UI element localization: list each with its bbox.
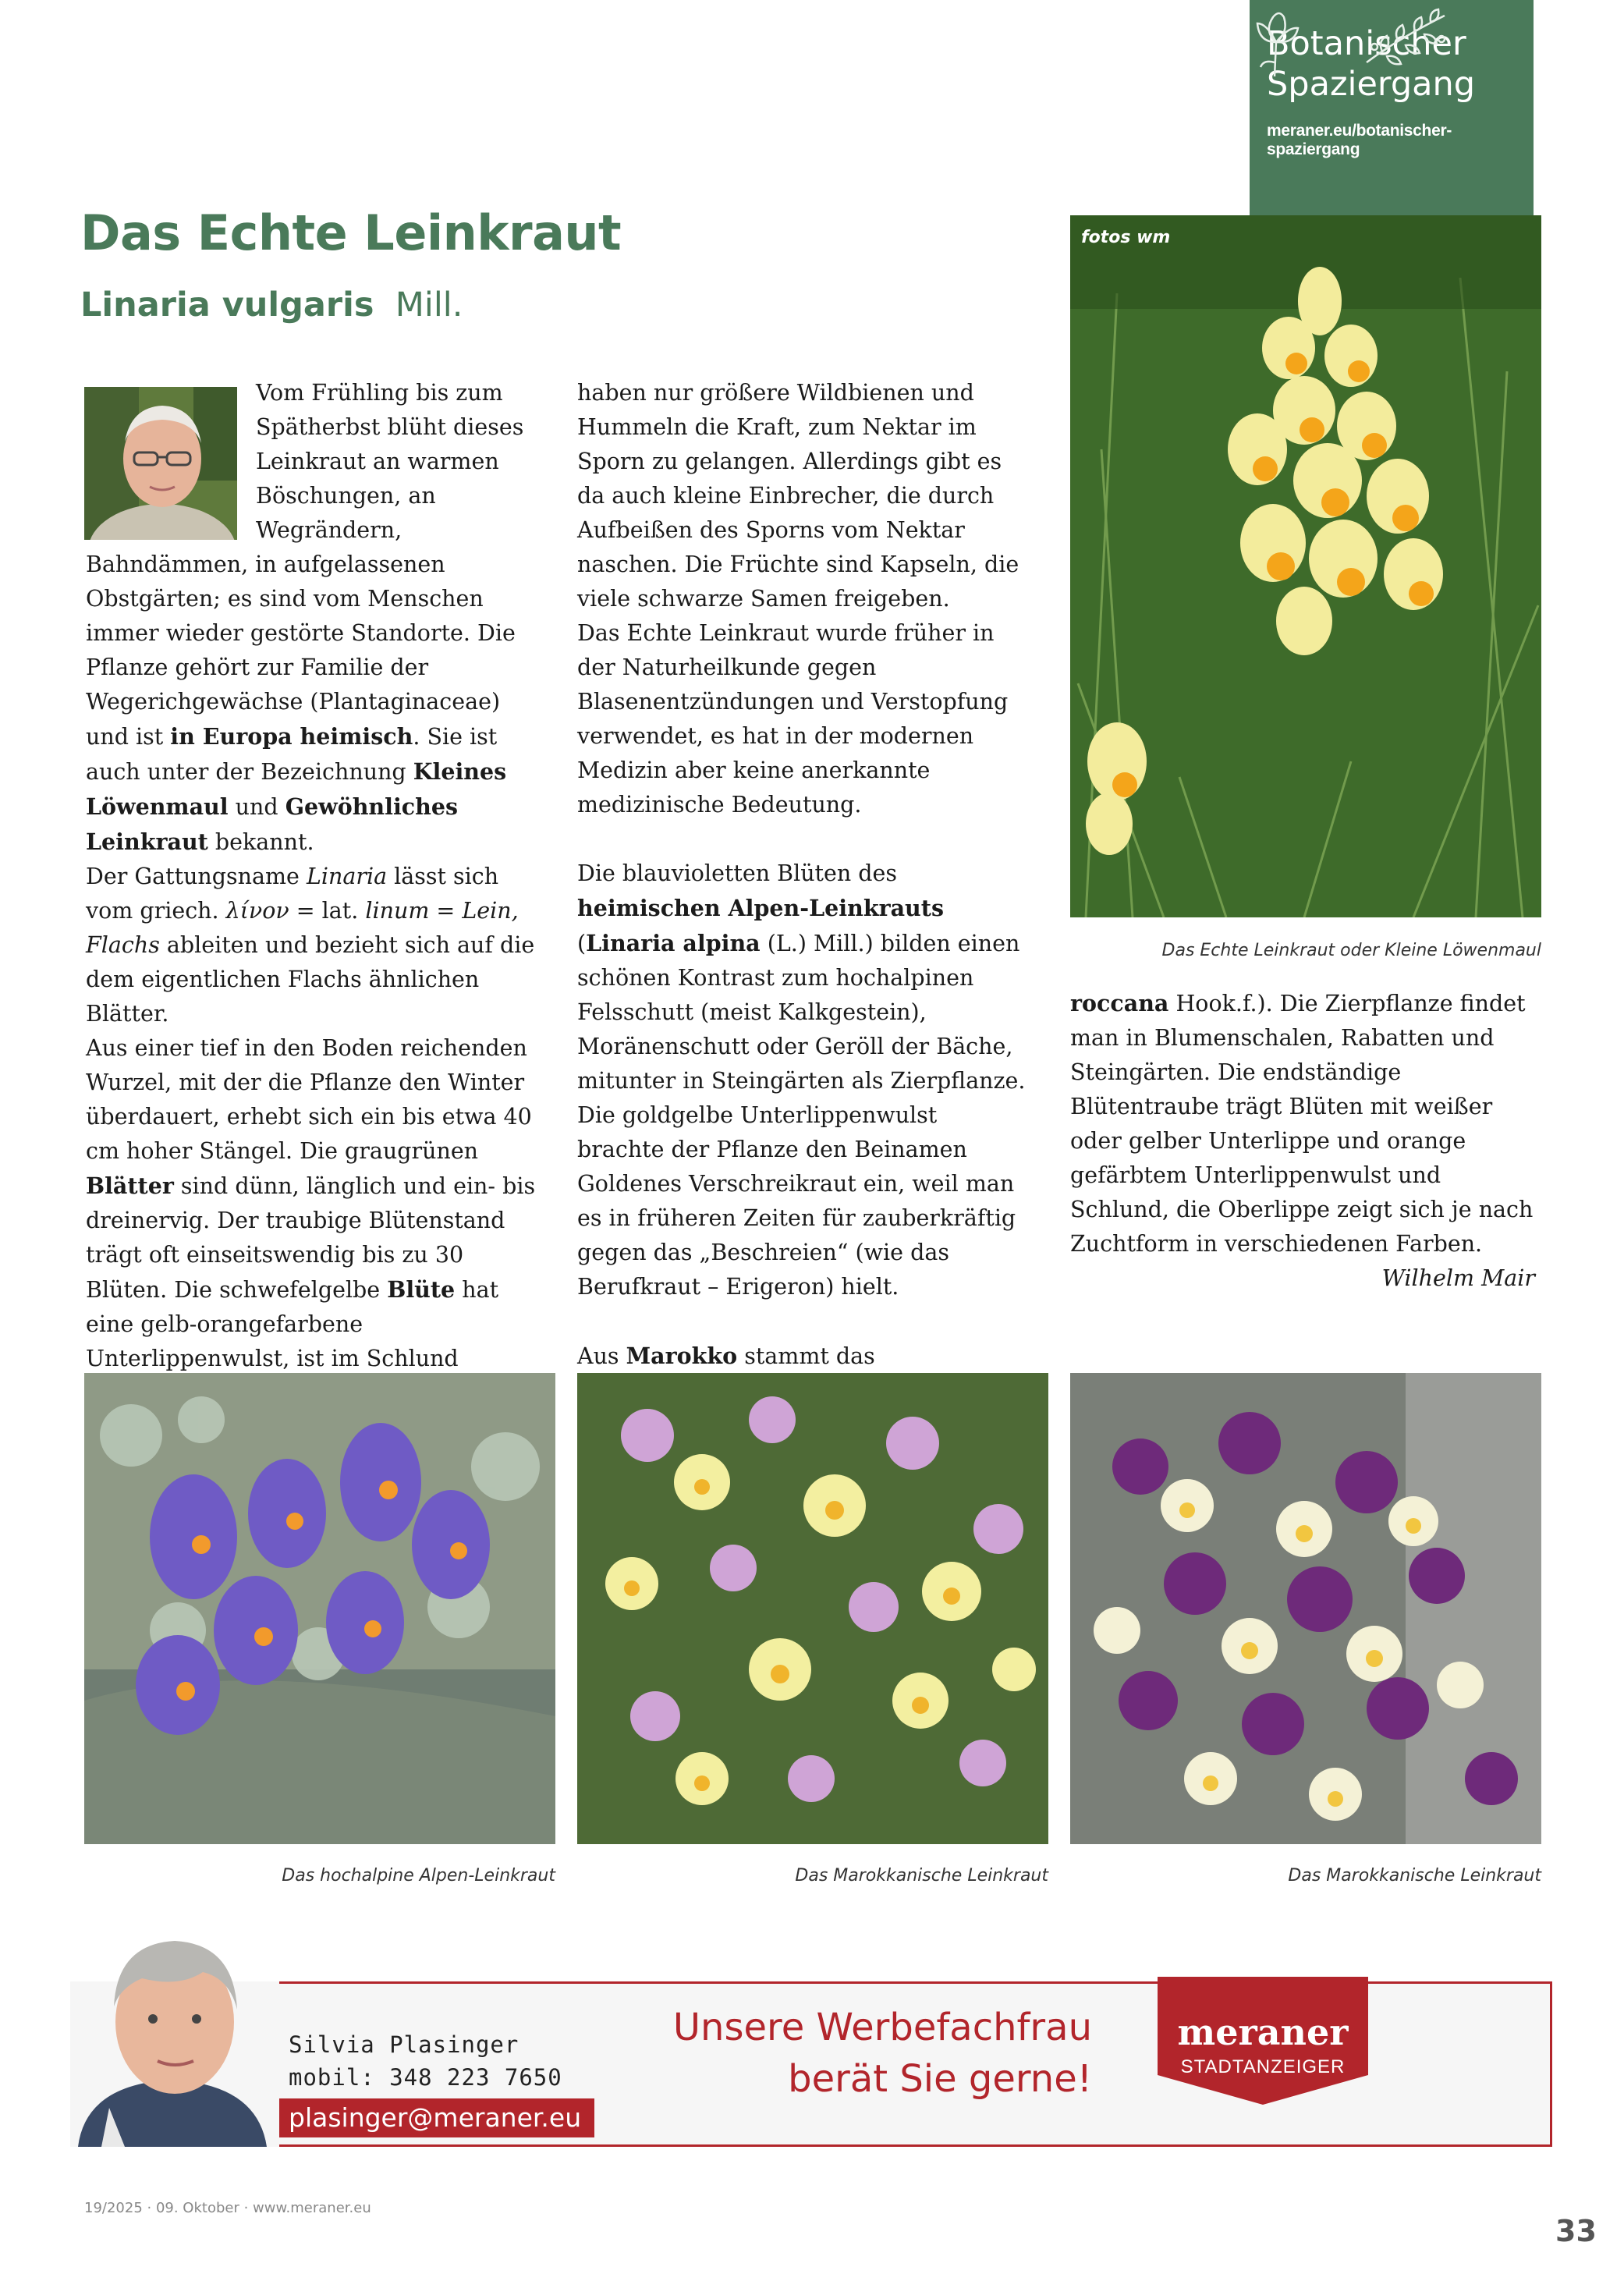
photo-credit: fotos wm bbox=[1081, 228, 1171, 247]
article-author: Wilhelm Mair bbox=[1381, 1265, 1535, 1291]
issue-info: 19/2025 · 09. Oktober · www.meraner.eu bbox=[84, 2200, 371, 2216]
alpine-photo bbox=[84, 1373, 555, 1844]
ad-contact-email[interactable]: plasinger@meraner.eu bbox=[279, 2098, 594, 2137]
ad-contact-name: Silvia Plasinger bbox=[289, 2031, 519, 2058]
ad-person-photo bbox=[70, 1913, 279, 2147]
section-title: Botanischer Spaziergang bbox=[1267, 24, 1476, 104]
main-photo bbox=[1070, 215, 1541, 917]
author-photo bbox=[84, 387, 237, 540]
flower-branch-icon bbox=[1250, 0, 1452, 78]
main-photo-caption: Das Echte Leinkraut oder Kleine Löwenmaul bbox=[1161, 941, 1541, 960]
moroccan-photo-2-caption: Das Marokkanische Leinkraut bbox=[1288, 1866, 1541, 1885]
text-column-3: roccana Hook.f.). Die Zierpflanze findet man in Blumenschalen, Rabatten und Steingärten. Die endständige Blütentraube trägt Blüten mit weißer oder gelber Unterlippe und orange gefärbtem Unterlippenwulst und Schlund, die Oberlippe zeigt sich je nach Zuchtform in verschiedenen Farben. Wilhelm Mair bbox=[1070, 986, 1535, 1296]
page-number: 33 bbox=[1555, 2214, 1597, 2248]
article-subtitle: Linaria vulgaris Mill. bbox=[80, 286, 463, 325]
ad-contact-phone[interactable]: mobil: 348 223 7650 bbox=[289, 2064, 562, 2091]
moroccan-photo-2 bbox=[1070, 1373, 1541, 1844]
alpine-photo-caption: Das hochalpine Alpen-Leinkraut bbox=[282, 1866, 555, 1885]
moroccan-photo-1 bbox=[577, 1373, 1048, 1844]
text-column-2: haben nur größere Wildbienen und Hummeln die Kraft, zum Nektar im Sporn zu gelangen. Allerdings gibt es da auch kleine Einbrecher, die durch Aufbeißen des Sporns vom Nektar naschen. Die Früchte sind Kapseln, die viele schwarze Samen freigeben. Das Echte Leinkraut wurde früher in der Naturheilkunde gegen Blasenentzündungen und Verstopfung verwendet, es hat in der modernen Medizin aber keine anerkannte medizinische Bedeutung. Die blauvioletten Blüten des heimischen Alpen-Leinkrauts (Linaria alpina (L.) Mill.) bilden einen schönen Kontrast zum hochalpinen Felsschutt (meist Kalkgestein), Moränenschutt oder Geröll der Bäche, mitunter in Steingärten als Zierpflanze. Die goldgelbe Unterlippenwulst brachte der Pflanze den Beinamen Goldenes Verschreikraut ein, weil man es in früheren Zeiten für zauberkräftig gegen das „Beschreien“ (wie das Berufkraut – Erigeron) hielt. Aus Marokko stammt das bbox=[577, 380, 1026, 1369]
article-title: Das Echte Leinkraut bbox=[80, 204, 622, 261]
moroccan-photo-1-caption: Das Marokkanische Leinkraut bbox=[795, 1866, 1048, 1885]
text-column-1: Vom Frühling bis zum Spätherbst blüht dieses Leinkraut an warmen Böschungen, an Wegrändern, Bahndämmen, in aufgelassenen Obstgärten; es sind vom Menschen immer wieder gestörte Standorte. Die Pflanze gehört zur Familie der Wegerichgewächse (Plantaginaceae) und ist in Europa heimisch. Sie ist auch unter der Bezeichnung Kleines Löwenmaul und Gewöhnliches Leinkraut bekannt. Der Gattungsname Linaria lässt sich vom griech. λίνον = lat. linum = Lein, Flachs ableiten und bezieht sich auf die dem eigentlichen Flachs ähnlichen Blätter. Aus einer tief in den Boden reichenden Wurzel, mit der die Pflanze den Winter überdauert, erhebt sich ein bis etwa 40 cm hoher Stängel. Die graugrünen Blätter sind dünn, länglich und ein- bis dreinervig. Der traubige Blütenstand trägt oft einseitswendig bis zu 30 Blüten. Die schwefelgelbe Blüte hat eine gelb-orangefarbene Unterlippenwulst, ist im Schlund bbox=[86, 380, 536, 1371]
meraner-logo[interactable]: meraner STADTANZEIGER bbox=[1158, 1977, 1368, 2105]
section-url[interactable]: meraner.eu/botanischer-spaziergang bbox=[1267, 122, 1452, 158]
ad-slogan: Unsere Werbefachfrau berät Sie gerne! bbox=[672, 2006, 1092, 2101]
